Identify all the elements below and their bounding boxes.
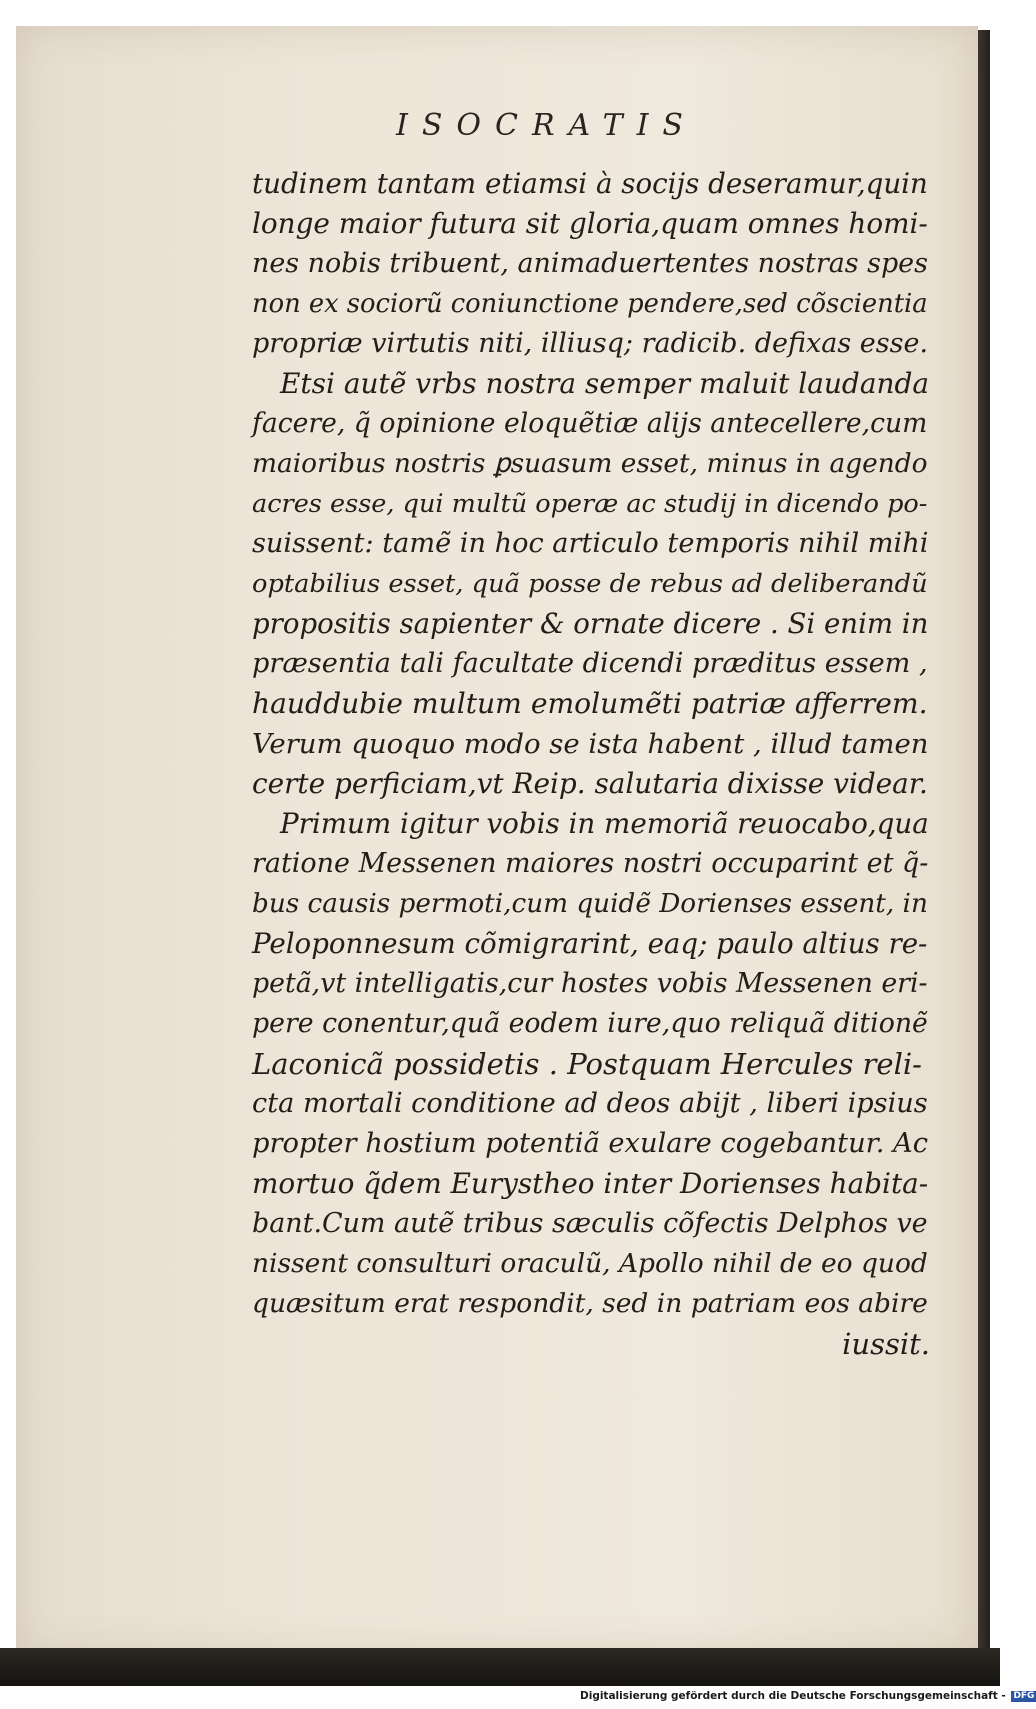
text-line: tudinem tantam etiamsi à socijs deseramur,quin — [252, 167, 928, 200]
text-line: præsentia tali facultate dicendi præditus essem , — [252, 648, 928, 679]
text-line: pere conentur,quã eodem iure,quo reliquã ditionẽ — [252, 1008, 928, 1039]
text-line: mortuo q̃dem Eurystheo inter Dorienses habita- — [252, 1167, 929, 1200]
dfg-logo: DFG — [1013, 1690, 1035, 1701]
text-line: propositis sapienter & ornate dicere . Si enim in — [252, 607, 929, 640]
text-line: Etsi autẽ vrbs nostra semper maluit laudanda — [280, 367, 930, 400]
text-line: propter hostium potentiã exulare cogebantur. Ac — [252, 1128, 929, 1159]
text-line: certe perficiam,vt Reip. salutaria dixisse videar. — [252, 767, 928, 800]
text-line: Primum igitur vobis in memoriã reuocabo,qua — [280, 807, 929, 840]
text-line: longe maior futura sit gloria,quam omnes homi- — [252, 207, 928, 240]
text-line: quæsitum erat respondit, sed in patriam eos abire — [252, 1288, 928, 1319]
text-line: nissent consulturi oraculũ, Apollo nihil de eo quod — [252, 1248, 928, 1279]
text-line: acres esse, qui multũ operæ ac studij in dicendo po- — [252, 489, 928, 519]
text-line: bus causis permoti,cum quidẽ Dorienses essent, in — [252, 889, 928, 919]
book-page — [16, 26, 978, 1654]
text-line: Verum quoquo modo se ista habent , illud tamen — [252, 728, 929, 760]
text-line: hauddubie multum emolumẽti patriæ afferrem. — [252, 687, 928, 720]
text-line: maioribus nostris ꝑsuasum esset, minus in agendo — [252, 449, 928, 479]
text-block — [252, 164, 942, 1454]
text-line: facere, q̃ opinione eloquẽtiæ alijs antecellere,cum — [252, 408, 928, 439]
running-head: ISOCRATIS — [396, 108, 697, 143]
footer-text: Digitalisierung gefördert durch die Deutsche Forschungsgemeinschaft - — [580, 1690, 1006, 1702]
text-line: Peloponnesum cõmigrarint, eaq; paulo altius re- — [252, 927, 928, 960]
catchword-line: iussit. — [842, 1327, 930, 1361]
text-line: optabilius esset, quã posse de rebus ad deliberandũ — [252, 569, 928, 599]
text-line: non ex sociorũ coniunctione pendere,sed cõscientia — [252, 289, 928, 319]
text-line: cta mortali conditione ad deos abijt , liberi ipsius — [252, 1088, 928, 1119]
text-line: ratione Messenen maiores nostri occuparint et q̃- — [252, 848, 929, 879]
text-line: petã,vt intelligatis,cur hostes vobis Messenen eri- — [252, 968, 928, 999]
text-line: Laconicã possidetis . Postquam Hercules reli- — [252, 1047, 922, 1081]
scan-bottom-shadow — [0, 1648, 1000, 1686]
text-line: bant.Cum autẽ tribus sæculis cõfectis Delphos ve — [252, 1208, 928, 1239]
digitization-footer — [580, 1690, 1035, 1702]
text-line: nes nobis tribuent, animaduertentes nostras spes — [252, 248, 928, 279]
text-line: suissent: tamẽ in hoc articulo temporis nihil mihi — [252, 528, 929, 559]
text-line: propriæ virtutis niti, illiusq; radicib. defixas esse. — [252, 328, 929, 359]
